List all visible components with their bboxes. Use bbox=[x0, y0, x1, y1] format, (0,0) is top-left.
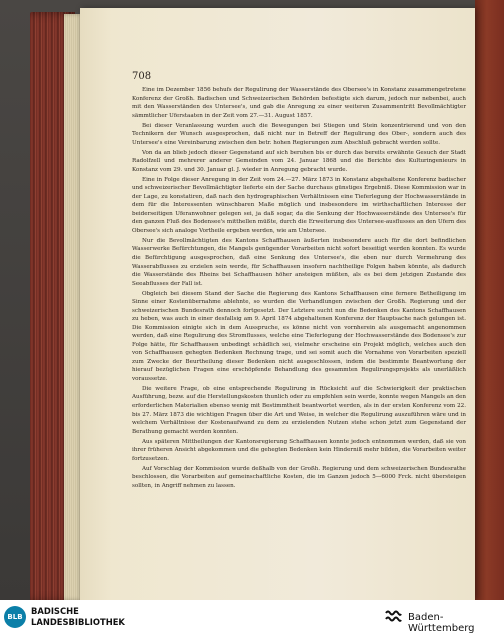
page-text bbox=[132, 86, 466, 492]
state-name: Baden-Württemberg bbox=[408, 612, 475, 634]
institution-name bbox=[31, 606, 125, 628]
institution-line-1: BADISCHE bbox=[31, 606, 79, 616]
paragraph: Eine im Dezember 1856 behufs der Regulirung der Wasserstände des Obersee's in Konstanz zusammengetretene Konferenz der Großh. Badischen und Schweizerischen Behörden befestigte sich darum, jedoch nur nebenbei, auch mit den Wasserständen des Untersee's, und gab die Anregung zu einer weiteren Zusammentritt Bevollmächtigter sämmtlicher Uferstaaten in der Zeit vom 27.—31. August 1857. bbox=[132, 87, 466, 119]
institution-line-2: LANDESBIBLIOTHEK bbox=[31, 617, 125, 627]
paragraph: Nur die Bevollmächtigten des Kantons Schaffhausen äußerten insbesondere auch für die dort befindlichen Wasserwerke Befürchtungen, die Mangels genügender Vorarbeiten nicht sofort beseitigt werden konnten. Es wurde die Befürchtigung ausgesprochen, daß eine Senkung des Untersee's, die eben nur durch Vermehrung des Wasserabflusses zu erzielen sein werde, für Schaffhausen insofern nachtheilige Folgen haben könnte, als dadurch die Wasserstände des Rheins bei Schaffhausen höher ansteigen müßten, als es bei dem jetzigen Zustande des Seeabflusses der Fall ist. bbox=[132, 237, 466, 287]
book-page bbox=[80, 8, 475, 600]
paragraph: Die weitere Frage, ob eine entsprechende Regulirung in Rücksicht auf die Schwierigkeit der praktischen Ausführung, bezw. auf die Herstellungskosten thunlich oder zu empfehlen sein werde, konnte wegen Mangels an den erforderlichen Materialien ebenso wenig mit Bestimmtheit beantwortet werden, als in der ersten Konferenz vom 22. bis 27. März 1873 die wichtigen Fragen über die Art und Weise, in welcher die Regulirung auszuführen wäre und in welchem Verhältnisse der Kostenaufwand zu dem zu erzielenden Nutzen stehe schon jetzt zum Gegenstand der Berathung gemacht werden konnten. bbox=[132, 385, 466, 435]
paragraph: Obgleich bei diesem Stand der Sache die Regierung des Kantons Schaffhausen eine fernere Betheiligung im Sinne einer Kostenübernahme ablehnte, so wurden die Verhandlungen zwischen der Großh. Regierung und der schweizerischen Bundesrath dennoch fortgesetzt. Der Letztere sucht nun die Bedenken des Kantons Schaffhausen zu heben, was auch in einer desfallsig am 9. April 1874 abgehaltenen Konferenz der Hauptsache nach gelungen ist. Die Kommission einigte sich in dem Ausspruche, es könne nicht von vornherein als ausgemacht angenommen werden, daß eine Regulirung des Stromflusses, welche eine Tieferlegung der Hochwasserstände des Bodensee's zur Folge hätte, für Schaffhausen unbedingt schädlich sei, vielmehr erscheine ein Projekt möglich, welches auch den von Schaffhausen gehegten Bedenken Rechnung trage, und sei somit auch die Vornahme von Vorarbeiten speziell zum Zwecke der Beurtheilung dieser Bedenken nicht ausgeschlossen, indem die bestimmte Beantwortung der hierauf bezüglichen Fragen eine erschöpfende Behandlung des gesammten Regulirungsprojekts als unerläßlich voraussetze. bbox=[132, 290, 466, 382]
state-crest-icon bbox=[383, 607, 403, 627]
paragraph: Bei dieser Veranlassung wurden auch die Bewegungen bei Stiegen und Stein konzentrierend und von den Technikern der Wunsch ausgesprochen, daß nicht nur in Betreff der Regulirung des Ober-, sondern auch des Untersee's eine Vereinbarung zwischen den betr. hohen Regierungen zum Abschluß gebracht werden sollte. bbox=[132, 122, 466, 146]
blb-logo-icon: BLB bbox=[4, 606, 26, 628]
paragraph: Von da an blieb jedoch dieser Gegenstand auf sich beruhen bis er durch das bereits erwähnte Gesuch der Stadt Radolfzell und mehrerer anderer Gemeinden vom 24. Januar 1868 und die Berichte des Kulturingenieurs in Konstanz vom 29. und 30. Januar gl. J. wieder in Anregung gebracht wurde. bbox=[132, 149, 466, 173]
paragraph: Aus späteren Mittheilungen der Kantonsregierung Schaffhausen konnte jedoch entnommen werden, daß sie von ihrer früheren Ansicht abgekommen und die gehegten Bedenken kein Hinderniß mehr bilden, die Vorarbeiten weiter fortzusetzen. bbox=[132, 438, 466, 462]
book-cover-right bbox=[475, 0, 504, 600]
paragraph: Auf Vorschlag der Kommission wurde deßhalb von der Großh. Regierung und dem schweizerischen Bundesrathe beschlossen, die Vorarbeiten auf gemeinschaftliche Kosten, die im Ganzen jedoch 5—6000 Frck. nicht übersteigen sollten, in Angriff nehmen zu lassen. bbox=[132, 465, 466, 489]
paragraph: Eine in Folge dieser Anregung in der Zeit vom 24.—27. März 1873 in Konstanz abgehaltene Konferenz badischer und schweizerischer Bevollmächtigter lieferte ein der Sache durchaus günstiges Ergebniß. Diese Kommission war in der Lage, zu konstatiren, daß nach den hydrographischen Verhältnissen eine Tieferlegung der Hochwasserstände in dem für die Interessenten wünschbaren Maße möglich und insbesondere im wirthschaftlichen Interesse der beiderseitigen Uferanwohner gelegen sei, ja daß sogar, da die Senkung der Hochwasserstände des Untersee's für den ganzen Fluß des Bodensee's mitthellen müßte, durch die Erweiterung des Untersee-ausflusses an den Ufern des Obersee's sich analoge Vortheile ergeben werden, wie am Untersee. bbox=[132, 176, 466, 234]
page-number: 708 bbox=[132, 71, 152, 82]
